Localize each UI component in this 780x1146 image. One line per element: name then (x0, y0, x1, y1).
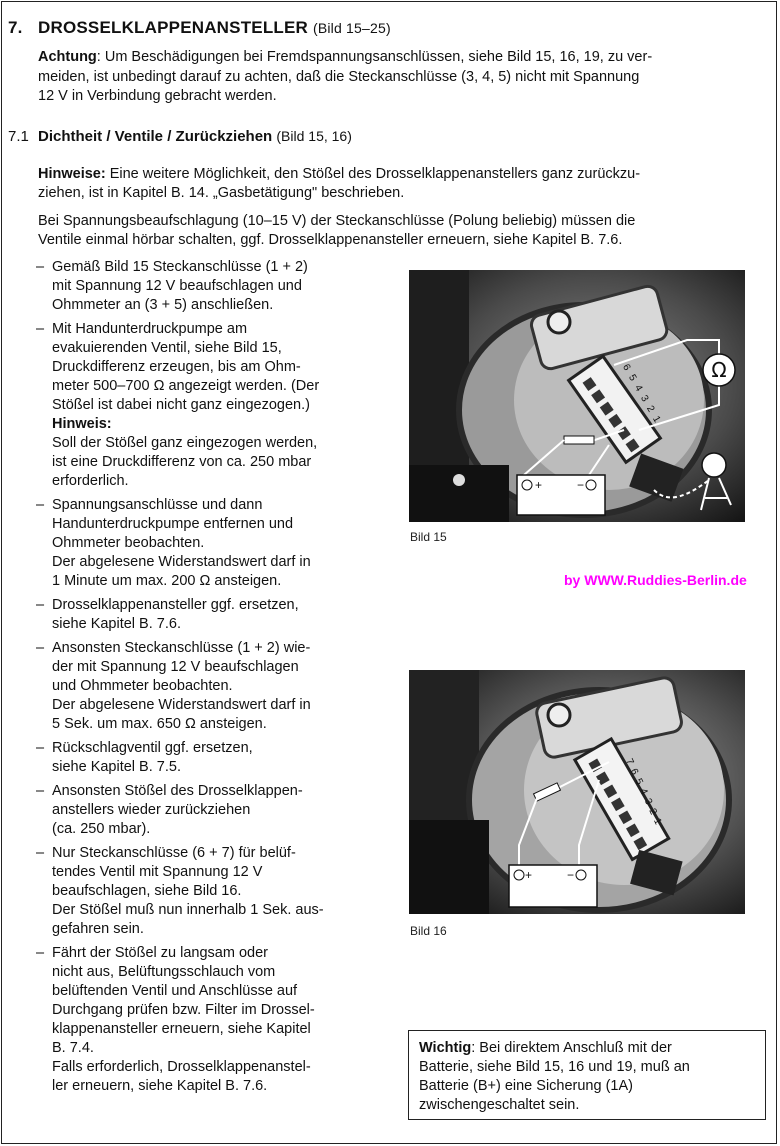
list-line: mit Spannung 12 V beaufschlagen und (52, 278, 302, 294)
list-line: B. 7.4. (52, 1040, 94, 1056)
list-item (34, 844, 374, 939)
section-figure-ref: (Bild 15, 16) (276, 128, 352, 144)
throttle-actuator-wiring-photo (409, 670, 745, 914)
list-dash: – (36, 259, 45, 275)
pin-label: 1 (651, 816, 664, 827)
hinweise-line: ziehen, ist in Kapitel B. 14. „Gasbetätigung" beschrieben. (38, 185, 405, 201)
list-dash: – (36, 597, 45, 613)
plus-terminal: + (535, 478, 543, 492)
pin-label: 1 (650, 414, 663, 425)
list-line: Handunterdruckpumpe entfernen und (52, 516, 294, 532)
list-item (34, 496, 374, 591)
list-line: nicht aus, Belüftungsschlauch vom (52, 964, 276, 980)
wichtig-line: zwischengeschaltet sein. (419, 1097, 580, 1113)
achtung-note (38, 48, 768, 107)
paragraph-line: Bei Spannungsbeaufschlagung (10–15 V) der Steckanschlüsse (Polung beliebig) müssen die (38, 213, 636, 229)
list-dash: – (36, 321, 45, 337)
list-line: Der abgelesene Widerstandswert darf in (52, 697, 311, 713)
list-line: Falls erforderlich, Drosselklappenanstel- (52, 1059, 311, 1075)
wichtig-line: Batterie, siehe Bild 15, 16 und 19, muß an (419, 1059, 690, 1075)
pin-label: 4 (632, 383, 645, 394)
list-dash: – (36, 845, 45, 861)
figure-15-photo (409, 270, 745, 522)
list-line: ler erneuern, siehe Kapitel B. 7.6. (52, 1078, 268, 1094)
list-line: beaufschlagen, siehe Bild 16. (52, 883, 242, 899)
list-dash: – (36, 640, 45, 656)
list-line: Ansonsten Stößel des Drosselklappen- (52, 783, 303, 799)
pin-label: 7 (623, 756, 636, 767)
list-line: Ohmmeter an (3 + 5) anschließen. (52, 297, 274, 313)
list-item (34, 320, 374, 491)
hinweise-label: Hinweise: (38, 166, 106, 182)
list-line: Rückschlagventil ggf. ersetzen, (52, 740, 253, 756)
hinweis-label: Hinweis: (52, 416, 112, 432)
hinweis-line: erforderlich. (52, 473, 129, 489)
list-line: und Ohmmeter beobachten. (52, 678, 233, 694)
plus-terminal: + (525, 868, 533, 882)
list-line: evakuierenden Ventil, siehe Bild 15, (52, 340, 282, 356)
list-line: meter 500–700 Ω angezeigt werden. (Der (52, 378, 320, 394)
figure-15-caption: Bild 15 (410, 530, 447, 544)
list-item (34, 258, 374, 315)
list-line: Gemäß Bild 15 Steckanschlüsse (1 + 2) (52, 259, 308, 275)
figure-16-caption: Bild 16 (410, 924, 447, 938)
list-dash: – (36, 497, 45, 513)
paragraph-line: Ventile einmal hörbar schalten, ggf. Drosselklappenansteller erneuern, siehe Kapitel B. 7.6. (38, 232, 623, 248)
list-line: Nur Steckanschlüsse (6 + 7) für belüf- (52, 845, 296, 861)
hinweise-line: Eine weitere Möglichkeit, den Stößel des Drosselklappenanstellers ganz zurückzu- (105, 166, 641, 182)
pin-label: 2 (644, 403, 657, 415)
watermark: by WWW.Ruddies-Berlin.de (564, 572, 747, 588)
list-dash: – (36, 783, 45, 799)
list-dash: – (36, 945, 45, 961)
list-line: Spannungsanschlüsse und dann (52, 497, 263, 513)
pin-label: 5 (632, 776, 645, 787)
list-item (34, 944, 374, 1096)
achtung-line: 12 V in Verbindung gebracht werden. (38, 88, 277, 104)
procedure-list (34, 258, 374, 1101)
pin-label: 6 (620, 362, 633, 373)
list-line: Druckdifferenz erzeugen, bis am Ohm- (52, 359, 301, 375)
list-line: 5 Sek. um max. 650 Ω ansteigen. (52, 716, 267, 732)
achtung-label: Achtung (38, 49, 97, 65)
pin-label: 6 (627, 766, 641, 777)
hinweise-note (38, 165, 768, 203)
hinweis-line: Soll der Stößel ganz eingezogen werden, (52, 435, 318, 451)
list-line: Durchgang prüfen bzw. Filter im Drossel- (52, 1002, 315, 1018)
list-line: gefahren sein. (52, 921, 144, 937)
section-title: Dichtheit / Ventile / Zurückziehen (38, 128, 273, 145)
section-heading (8, 128, 352, 145)
hinweis-line: ist eine Druckdifferenz von ca. 250 mbar (52, 454, 312, 470)
wichtig-line: : Bei direktem Anschluß mit der (471, 1040, 672, 1056)
list-item (34, 739, 374, 777)
wichtig-box (408, 1030, 766, 1120)
list-line: siehe Kapitel B. 7.6. (52, 616, 181, 632)
list-line: Der abgelesene Widerstandswert darf in (52, 554, 311, 570)
list-line: siehe Kapitel B. 7.5. (52, 759, 181, 775)
list-line: Stößel ist dabei nicht ganz eingezogen.) (52, 397, 310, 413)
list-line: anstellers wieder zurückziehen (52, 802, 251, 818)
section-number: 7.1 (8, 128, 29, 145)
list-line: klappenansteller erneuern, siehe Kapitel (52, 1021, 311, 1037)
chapter-figure-ref: (Bild 15–25) (312, 20, 391, 36)
achtung-line: : Um Beschädigungen bei Fremdspannungsanschlüssen, siehe Bild 15, 16, 19, zu ver- (96, 49, 653, 65)
list-line: 1 Minute um max. 200 Ω ansteigen. (52, 573, 282, 589)
list-line: Mit Handunterdruckpumpe am (52, 321, 248, 337)
throttle-actuator-wiring-photo (409, 270, 745, 522)
pin-label: 2 (646, 806, 659, 817)
list-item (34, 596, 374, 634)
list-line: der mit Spannung 12 V beaufschlagen (52, 659, 299, 675)
pin-label: 4 (637, 786, 650, 797)
chapter-number: 7. (8, 18, 23, 37)
spannung-paragraph (38, 212, 768, 250)
list-line: (ca. 250 mbar). (52, 821, 151, 837)
list-line: Ohmmeter beobachten. (52, 535, 205, 551)
list-line: Fährt der Stößel zu langsam oder (52, 945, 268, 961)
chapter-heading (8, 18, 391, 38)
list-line: Drosselklappenansteller ggf. ersetzen, (52, 597, 299, 613)
minus-terminal: − (577, 478, 585, 492)
list-item (34, 782, 374, 839)
chapter-title: DROSSELKLAPPENANSTELLER (38, 18, 309, 37)
achtung-line: meiden, ist unbedingt darauf zu achten, daß die Steckanschlüsse (3, 4, 5) nicht mit Spannung (38, 68, 640, 85)
figure-16-photo (409, 670, 745, 914)
list-line: Ansonsten Steckanschlüsse (1 + 2) wie- (52, 640, 311, 656)
wichtig-line: Batterie (B+) eine Sicherung (1A) (419, 1078, 633, 1094)
minus-terminal: − (567, 868, 575, 882)
pin-label: 3 (641, 796, 655, 807)
list-dash: – (36, 740, 45, 756)
pin-label: 3 (638, 393, 651, 404)
wichtig-label: Wichtig (419, 1040, 472, 1056)
omega-symbol: Ω (711, 358, 727, 382)
list-item (34, 639, 374, 734)
list-line: belüftenden Ventil und Anschlüsse auf (52, 983, 298, 999)
list-line: Der Stößel muß nun innerhalb 1 Sek. aus- (52, 902, 324, 918)
pin-label: 5 (626, 372, 639, 384)
list-line: tendes Ventil mit Spannung 12 V (52, 864, 263, 880)
